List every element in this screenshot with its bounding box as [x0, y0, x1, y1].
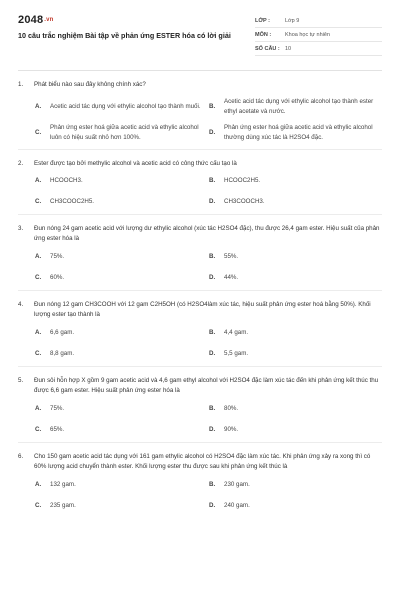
option-letter: B.	[209, 177, 216, 184]
option-letter: C.	[35, 128, 42, 136]
question-stem	[18, 224, 382, 244]
question-text: Đun nóng 12 gam CH3COOH với 12 gam C2H5OH (có H2SO4làm xúc tác, hiệu suất phản ứng ester hoá bằng 50%). Khối lượng ester tạo thành là	[34, 301, 371, 318]
meta-row-subject	[255, 28, 382, 42]
meta-row-grade	[255, 14, 382, 28]
answer-option-b[interactable]	[209, 480, 381, 490]
answer-option-d[interactable]	[209, 197, 381, 207]
question-divider	[18, 214, 382, 215]
question-stem	[18, 80, 382, 90]
option-letter: D.	[209, 425, 216, 433]
question-text: Cho 150 gam acetic acid tác dụng với 161 gam ethylic alcohol có H2SO4 đặc làm xúc tác. Khi phản ứng xảy ra xong thì có 60% lượng acid chuyển thành ester. Khối lượng ester thu được sau khi phản ứng kết thúc là	[34, 453, 371, 470]
question-6	[18, 452, 382, 510]
option-text: Acetic acid tác dụng với ethylic alcohol tạo thành muối.	[50, 102, 201, 110]
option-letter: D.	[209, 128, 216, 136]
meta-label: LỚP :	[255, 17, 270, 24]
question-stem	[18, 159, 382, 169]
option-text: 80%.	[224, 405, 239, 412]
answer-option-a[interactable]	[35, 176, 207, 186]
logo-text: 2048	[18, 14, 44, 26]
option-letter: B.	[209, 102, 216, 110]
option-text: CH3COOC2H5.	[50, 197, 95, 205]
question-list	[18, 80, 382, 510]
meta-label: SỐ CÂU :	[255, 45, 280, 52]
answer-option-d[interactable]	[209, 425, 381, 435]
worksheet-meta	[255, 14, 382, 56]
question-text: Đun nóng 24 gam acetic acid với lượng dư ethylic alcohol (xúc tác H2SO4 đặc), thu được 26,4 gam ester. Hiệu suất của phản ứng ester hóa là	[34, 225, 380, 242]
option-letter: B.	[209, 481, 216, 488]
option-text: 8,8 gam.	[50, 349, 75, 357]
question-stem	[18, 376, 382, 396]
option-text: 75%.	[50, 405, 65, 412]
option-letter: A.	[35, 177, 42, 184]
option-text: 65%.	[50, 425, 65, 433]
option-letter: B.	[209, 405, 216, 412]
answer-option-d[interactable]	[209, 273, 381, 283]
option-text: HCOOC2H5.	[224, 177, 261, 184]
option-letter: D.	[209, 197, 216, 205]
site-logo[interactable]	[18, 14, 54, 26]
option-text: 240 gam.	[224, 501, 250, 509]
answer-options	[35, 176, 382, 206]
question-divider	[18, 149, 382, 150]
answer-option-b[interactable]	[209, 404, 381, 414]
question-2	[18, 159, 382, 215]
meta-row-count	[255, 42, 382, 56]
option-text: 132 gam.	[50, 481, 76, 488]
question-4	[18, 300, 382, 367]
question-5	[18, 376, 382, 443]
option-text: 55%.	[224, 253, 239, 260]
question-text: Phát biểu nào sau đây không chính xác?	[34, 81, 146, 88]
header-divider	[18, 70, 382, 71]
option-letter: A.	[35, 253, 42, 260]
question-3	[18, 224, 382, 291]
question-number: 3.	[18, 225, 24, 232]
answer-option-c[interactable]	[35, 349, 207, 359]
question-divider	[18, 290, 382, 291]
option-text: Phản ứng ester hoá giữa acetic acid và ethylic alcohol thường dùng xúc tác là H2SO4 đặc.	[224, 124, 373, 141]
answer-option-c[interactable]	[35, 123, 207, 142]
option-text: 44%.	[224, 273, 239, 281]
option-text: Acetic acid tác dụng với ethylic alcohol tạo thành ester ethyl acetate và nước.	[224, 98, 374, 115]
question-divider	[18, 366, 382, 367]
option-letter: A.	[35, 329, 42, 336]
answer-option-a[interactable]	[35, 252, 207, 262]
answer-option-c[interactable]	[35, 197, 207, 207]
question-number: 4.	[18, 301, 24, 308]
answer-option-b[interactable]	[209, 176, 381, 186]
option-letter: A.	[35, 102, 42, 110]
answer-options	[35, 480, 382, 510]
option-letter: D.	[209, 349, 216, 357]
meta-value: Lớp 9	[285, 17, 300, 24]
worksheet-header	[18, 12, 382, 62]
answer-option-d[interactable]	[209, 123, 381, 142]
option-text: 6,6 gam.	[50, 329, 75, 336]
option-text: HCOOCH3.	[50, 177, 83, 184]
question-text: Đun sôi hỗn hợp X gồm 9 gam acetic acid và 4,6 gam ethyl alcohol với H2SO4 đặc làm xúc tác đến khi phản ứng kết thúc thu được 6,6 gam ester. Hiệu suất phản ứng ester hóa là	[34, 377, 379, 394]
option-letter: D.	[209, 501, 216, 509]
option-letter: C.	[35, 273, 42, 281]
answer-options	[35, 328, 382, 358]
option-text: 5,5 gam.	[224, 349, 249, 357]
meta-label: MÔN :	[255, 31, 272, 38]
answer-options	[35, 97, 382, 142]
answer-option-b[interactable]	[209, 97, 381, 116]
option-text: Phản ứng ester hoá giữa acetic acid và ethylic alcohol luôn có hiệu suất nhỏ hơn 100%.	[50, 124, 199, 141]
option-letter: B.	[209, 329, 216, 336]
option-letter: C.	[35, 425, 42, 433]
worksheet-title: 10 câu trắc nghiệm Bài tập về phản ứng ESTER hóa có lời giải	[18, 31, 231, 40]
option-text: 75%.	[50, 253, 65, 260]
question-1	[18, 80, 382, 150]
question-number: 6.	[18, 453, 24, 460]
answer-option-a[interactable]	[35, 480, 207, 490]
option-letter: C.	[35, 349, 42, 357]
answer-options	[35, 404, 382, 434]
answer-option-b[interactable]	[209, 328, 381, 338]
option-text: 90%.	[224, 425, 239, 433]
option-text: 235 gam.	[50, 501, 76, 509]
answer-option-c[interactable]	[35, 425, 207, 435]
question-stem	[18, 452, 382, 472]
answer-option-d[interactable]	[209, 501, 381, 511]
meta-value: Khoa học tự nhiên	[285, 31, 330, 38]
question-stem	[18, 300, 382, 320]
answer-option-a[interactable]	[35, 404, 207, 414]
option-letter: C.	[35, 501, 42, 509]
answer-option-d[interactable]	[209, 349, 381, 359]
answer-option-a[interactable]	[35, 97, 207, 116]
meta-value: 10	[285, 45, 292, 52]
answer-options	[35, 252, 382, 282]
option-text: 230 gam.	[224, 481, 250, 488]
option-text: 60%.	[50, 273, 65, 281]
question-divider	[18, 442, 382, 443]
answer-option-c[interactable]	[35, 273, 207, 283]
question-number: 2.	[18, 160, 24, 167]
logo-suffix: .vn	[44, 17, 54, 23]
question-number: 1.	[18, 81, 24, 88]
option-text: 4,4 gam.	[224, 329, 249, 336]
option-letter: A.	[35, 481, 42, 488]
option-text: CH3COOCH3.	[224, 197, 265, 205]
option-letter: B.	[209, 253, 216, 260]
answer-option-a[interactable]	[35, 328, 207, 338]
answer-option-c[interactable]	[35, 501, 207, 511]
option-letter: C.	[35, 197, 42, 205]
option-letter: A.	[35, 405, 42, 412]
question-number: 5.	[18, 377, 24, 384]
question-text: Ester được tạo bởi methylic alcohol và acetic acid có công thức cấu tạo là	[34, 160, 237, 167]
answer-option-b[interactable]	[209, 252, 381, 262]
option-letter: D.	[209, 273, 216, 281]
